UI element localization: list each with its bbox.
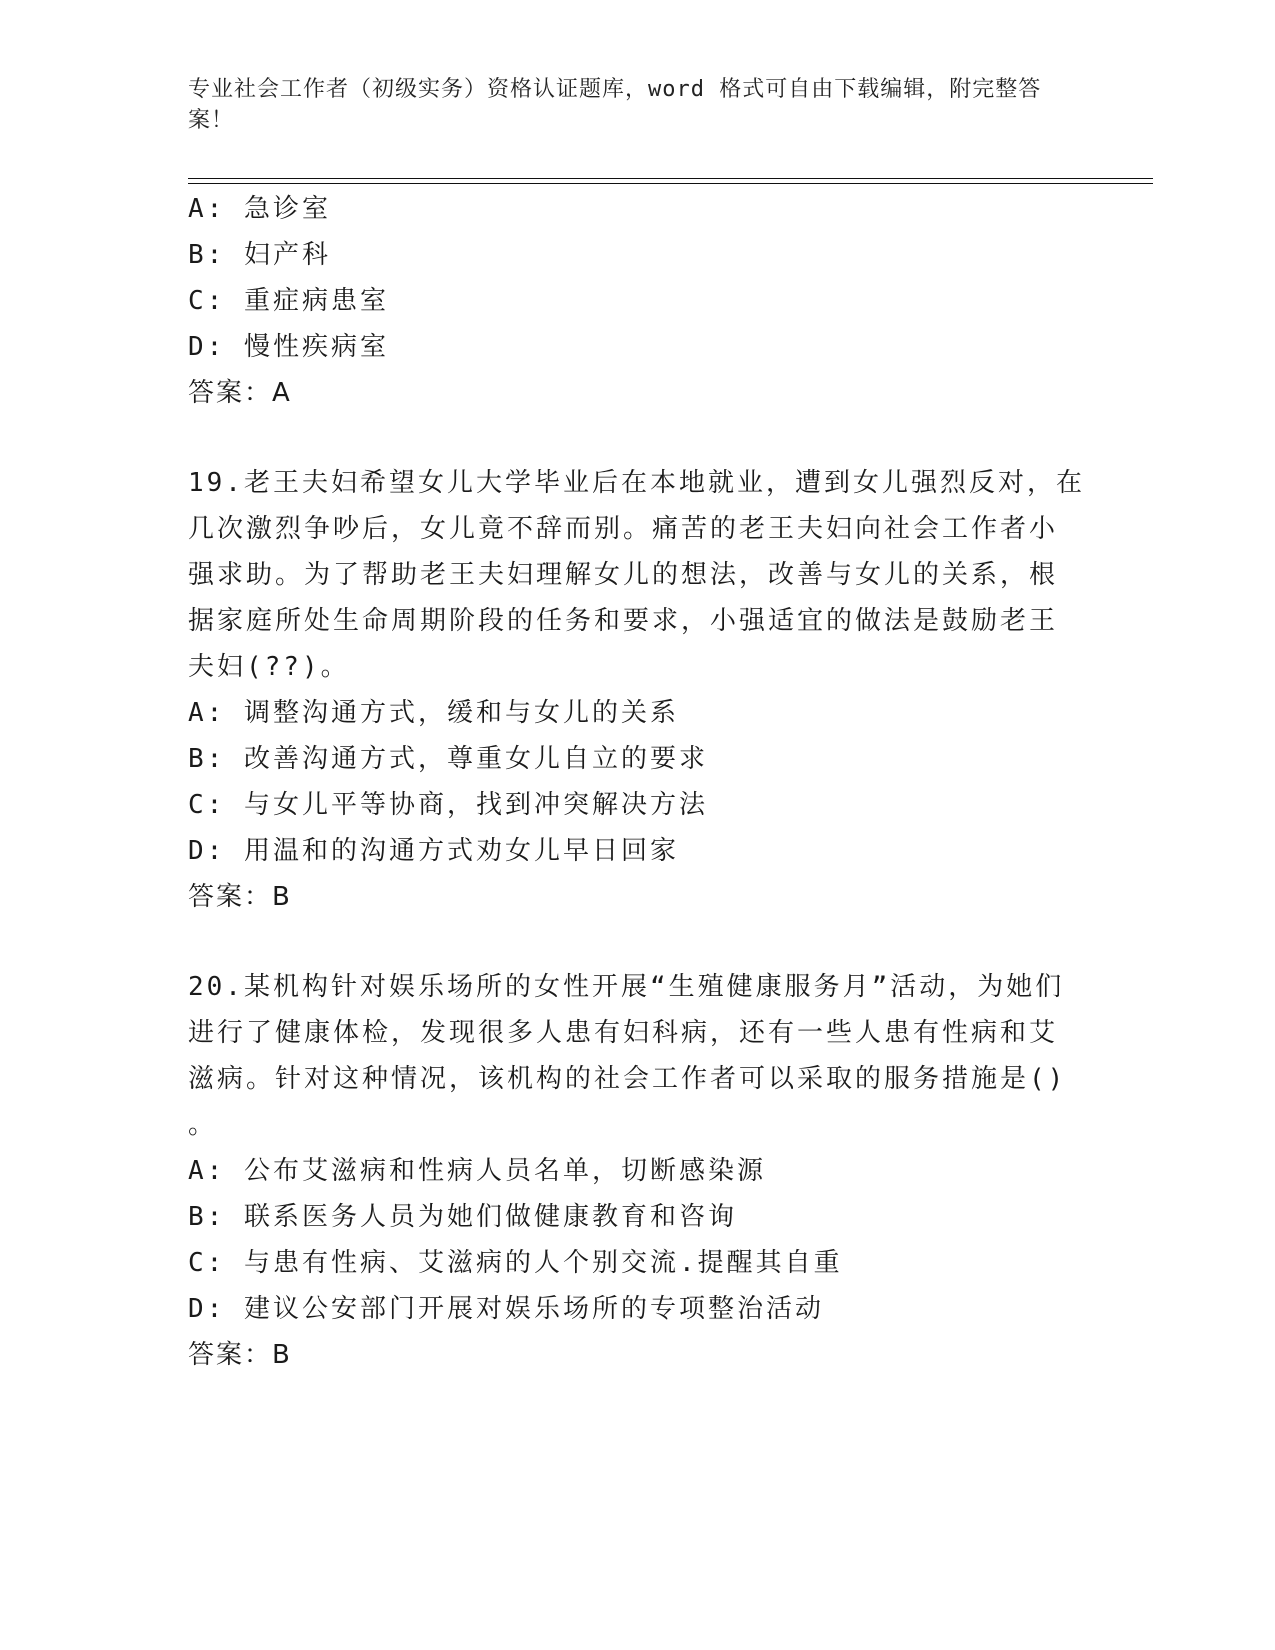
- answer: 答案：B: [188, 1340, 292, 1370]
- option-b: B: 妇产科: [188, 240, 331, 270]
- question-stem-line: 强求助。为了帮助老王夫妇理解女儿的想法，改善与女儿的关系，根: [188, 560, 1059, 590]
- document-header: 专业社会工作者（初级实务）资格认证题库，word 格式可自由下载编辑，附完整答案！: [188, 77, 1042, 133]
- header-rule-bottom: [188, 183, 1153, 184]
- question-stem-line: 几次激烈争吵后，女儿竟不辞而别。痛苦的老王夫妇向社会工作者小: [188, 514, 1059, 544]
- question-content: [188, 186, 1088, 1378]
- question-19: [188, 460, 1088, 920]
- question-stem-line: 滋病。针对这种情况，该机构的社会工作者可以采取的服务措施是(): [188, 1064, 1067, 1094]
- option-a: A: 急诊室: [188, 194, 331, 224]
- question-stem-line: 据家庭所处生命周期阶段的任务和要求，小强适宜的做法是鼓励老王: [188, 606, 1059, 636]
- question-stem-line: 夫妇(??)。: [188, 652, 350, 682]
- question-prev: [188, 186, 1088, 416]
- spacer: [188, 920, 1088, 964]
- option-c: C: 重症病患室: [188, 286, 389, 316]
- option-d: D: 建议公安部门开展对娱乐场所的专项整治活动: [188, 1294, 824, 1324]
- option-d: D: 慢性疾病室: [188, 332, 389, 362]
- question-stem-line: 20.某机构针对娱乐场所的女性开展“生殖健康服务月”活动，为她们: [188, 972, 1065, 1002]
- answer: 答案：A: [188, 378, 292, 408]
- option-a: A: 调整沟通方式，缓和与女儿的关系: [188, 698, 679, 728]
- option-b: B: 改善沟通方式，尊重女儿自立的要求: [188, 744, 708, 774]
- spacer: [188, 416, 1088, 460]
- question-20: [188, 964, 1088, 1378]
- option-a: A: 公布艾滋病和性病人员名单，切断感染源: [188, 1156, 766, 1186]
- answer: 答案：B: [188, 882, 292, 912]
- question-stem-line: 进行了健康体检，发现很多人患有妇科病，还有一些人患有性病和艾: [188, 1018, 1059, 1048]
- header-rule-top: [188, 178, 1153, 179]
- option-c: C: 与女儿平等协商，找到冲突解决方法: [188, 790, 708, 820]
- question-stem-line: 19.老王夫妇希望女儿大学毕业后在本地就业，遭到女儿强烈反对，在: [188, 468, 1085, 498]
- option-d: D: 用温和的沟通方式劝女儿早日回家: [188, 836, 679, 866]
- question-stem-line: 。: [188, 1110, 218, 1140]
- option-c: C: 与患有性病、艾滋病的人个别交流.提醒其自重: [188, 1248, 843, 1278]
- option-b: B: 联系医务人员为她们做健康教育和咨询: [188, 1202, 737, 1232]
